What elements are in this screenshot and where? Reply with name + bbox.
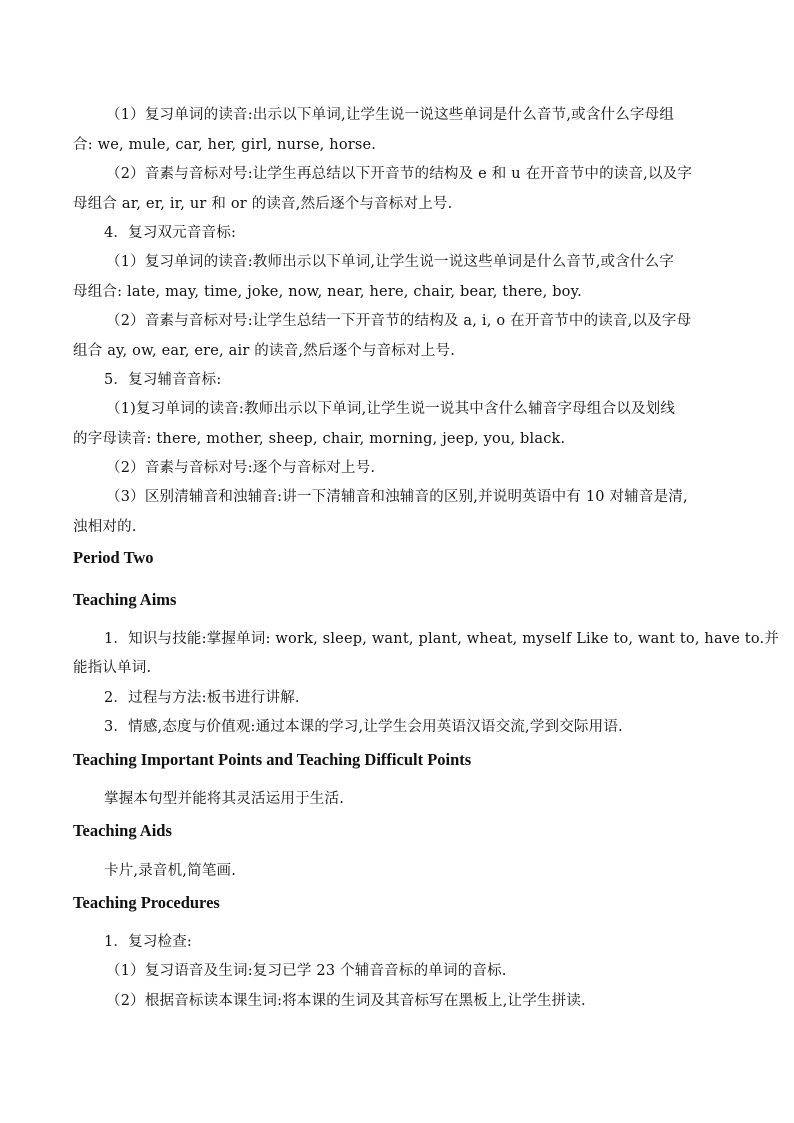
paragraph-line: 合: we, mule, car, her, girl, nurse, horse. (73, 137, 377, 153)
paragraph-line: 1．知识与技能:掌握单词: work, sleep, want, plant, wheat, myself Like to, want to, have to.并 (104, 631, 780, 647)
section-heading-aids: Teaching Aids (73, 821, 172, 840)
list-item-heading: 4．复习双元音音标: (104, 225, 237, 241)
list-item-heading: 1．复习检查: (104, 934, 193, 950)
paragraph-line: 能指认单词. (73, 660, 152, 676)
paragraph-line: 组合 ay, ow, ear, ere, air 的读音,然后逐个与音标对上号. (73, 343, 456, 359)
section-heading-aims: Teaching Aims (73, 590, 177, 609)
paragraph-line: （1)复习单词的读音:教师出示以下单词,让学生说一说其中含什么辅音字母组合以及划线 (106, 401, 676, 417)
paragraph-line: 浊相对的. (73, 519, 137, 535)
section-heading-procedures: Teaching Procedures (73, 893, 220, 912)
paragraph-line: （2）音素与音标对号:让学生总结一下开音节的结构及 a, i, o 在开音节中的读音,以及字母 (106, 313, 692, 329)
paragraph-line: 3．情感,态度与价值观:通过本课的学习,让学生会用英语汉语交流,学到交际用语. (104, 719, 623, 735)
paragraph-line: （2）根据音标读本课生词:将本课的生词及其音标写在黑板上,让学生拼读. (106, 993, 586, 1009)
paragraph-line: （2）音素与音标对号:逐个与音标对上号. (106, 460, 376, 476)
paragraph-line: （1）复习单词的读音:出示以下单词,让学生说一说这些单词是什么音节,或含什么字母组 (106, 107, 675, 123)
paragraph-line: 卡片,录音机,简笔画. (104, 863, 237, 879)
paragraph-line: 母组合 ar, er, ir, ur 和 or 的读音,然后逐个与音标对上号. (73, 196, 453, 212)
paragraph-line: 2．过程与方法:板书进行讲解. (104, 690, 300, 706)
paragraph-line: 掌握本句型并能将其灵活运用于生活. (104, 791, 345, 807)
period-title: Period Two (73, 548, 154, 567)
paragraph-line: （1）复习语音及生词:复习已学 23 个辅音音标的单词的音标. (106, 963, 507, 979)
section-heading-points: Teaching Important Points and Teaching Difficult Points (73, 750, 472, 769)
list-item-heading: 5．复习辅音音标: (104, 372, 222, 388)
paragraph-line: （3）区别清辅音和浊辅音:讲一下清辅音和浊辅音的区别,并说明英语中有 10 对辅音是清, (106, 489, 688, 505)
paragraph-line: （2）音素与音标对号:让学生再总结以下开音节的结构及 e 和 u 在开音节中的读音,以及字 (106, 166, 693, 182)
paragraph-line: 的字母读音: there, mother, sheep, chair, morning, jeep, you, black. (73, 431, 566, 447)
paragraph-line: （1）复习单词的读音:教师出示以下单词,让学生说一说这些单词是什么音节,或含什么字 (106, 254, 675, 270)
paragraph-line: 母组合: late, may, time, joke, now, near, here, chair, bear, there, boy. (73, 284, 582, 300)
